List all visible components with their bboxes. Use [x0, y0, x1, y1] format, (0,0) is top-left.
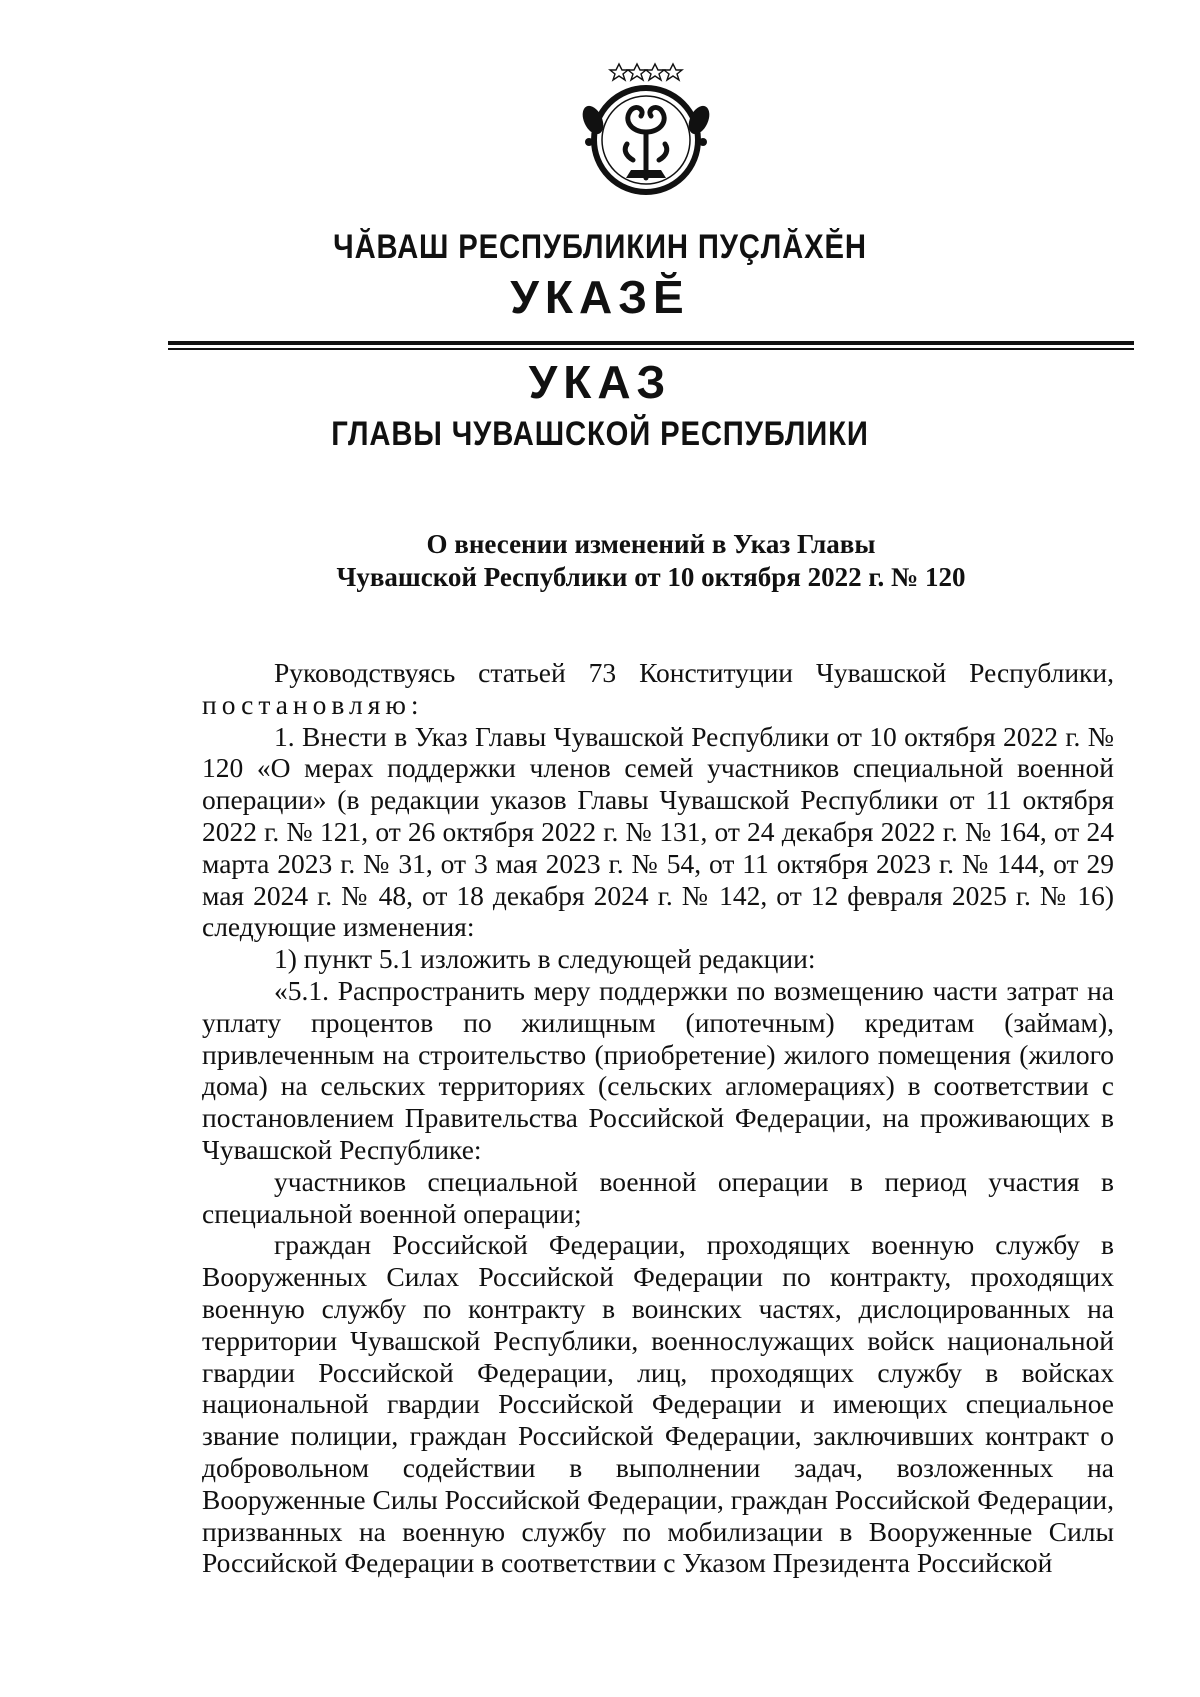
paragraph-3: «5.1. Распространить меру поддержки по возмещению части затрат на уплату процентов по жилищным (ипотечным) кредитам (займам), привлеченным на строительство (приобретение) жилого помещения (жилого дома) на сельских территориях (сельских агломерациях) в соответствии с постановлением Правительства Российской Федерации, на проживающих в Чувашской Республике: [202, 974, 1114, 1165]
preamble-text: Руководствуясь статьей 73 Конституции Чувашской Республики, [274, 657, 1114, 688]
document-title-line2: Чувашской Республики от 10 октября 2022 г. № 120 [336, 562, 966, 592]
paragraph-preamble [202, 657, 1114, 721]
paragraph-5: граждан Российской Федерации, проходящих военную службу в Вооруженных Силах Российской Федерации по контракту, проходящих военную службу по контракту в воинских частях, дислоцированных на территории Чувашской Республики, военнослужащих войск национальной гвардии Российской Федерации, лиц, проходящих службу в войсках национальной гвардии Российской Федерации и имеющих специальное звание полиции, граждан Российской Федерации, заключивших контракт о добровольном содействии в выполнении задач, возложенных на Вооруженные Силы Российской Федерации, граждан Российской Федерации, призванных на военную службу по мобилизации в Вооруженные Силы Российской Федерации в соответствии с Указом Президента Российской [202, 1229, 1114, 1579]
document-title-line1: О внесении изменений в Указ Главы [426, 529, 876, 559]
paragraph-2: 1) пункт 5.1 изложить в следующей редакции: [274, 943, 816, 975]
preamble-decree-word: постановляю: [202, 688, 424, 720]
chuvash-heading-line2: УКАЗĔ [510, 271, 690, 323]
header-divider-thin [168, 348, 1134, 350]
paragraph-1: 1. Внести в Указ Главы Чувашской Республики от 10 октября 2022 г. № 120 «О мерах поддержки членов семей участников специальной военной операции» (в редакции указов Главы Чувашской Республики от 11 октября 2022 г. № 121, от 26 октября 2022 г. № 131, от 24 декабря 2022 г. № 164, от 24 марта 2023 г. № 31, от 3 мая 2023 г. № 54, от 11 октября 2023 г. № 144, от 29 мая 2024 г. № 48, от 18 декабря 2024 г. № 142, от 12 февраля 2025 г. № 16) следующие изменения: [202, 720, 1114, 943]
paragraph-4: участников специальной военной операции в период участия в специальной военной операции; [202, 1165, 1114, 1229]
header-divider-thick [168, 341, 1134, 345]
chuvash-heading-line1: ЧĂВАШ РЕСПУБЛИКИН ПУÇЛĂХĔН [333, 228, 867, 266]
document-title [168, 528, 1134, 594]
russian-heading-line1: УКАЗ [528, 356, 672, 408]
russian-heading-line2: ГЛАВЫ ЧУВАШСКОЙ РЕСПУБЛИКИ [331, 415, 869, 453]
state-emblem-icon [571, 60, 721, 200]
document-body [202, 657, 1114, 1579]
